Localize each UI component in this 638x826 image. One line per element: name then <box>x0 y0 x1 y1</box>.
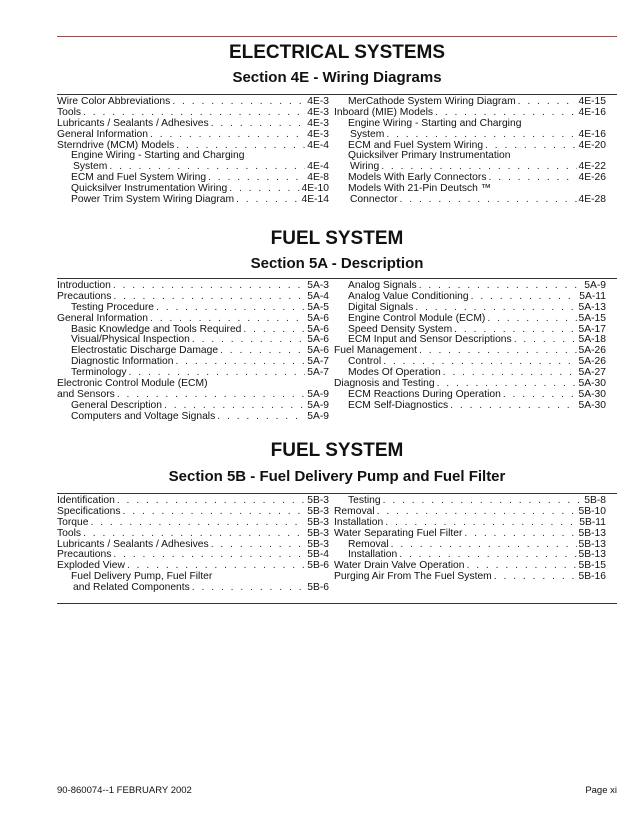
toc-entry-title: Electronic Control Module (ECM) <box>57 378 208 389</box>
toc-entry-title: Lubricants / Sealants / Adhesives <box>57 117 209 129</box>
toc-entry-title: General Information <box>57 312 149 324</box>
toc-entry-page: 4E-3 <box>307 128 329 140</box>
toc-entry-title: Basic Knowledge and Tools Required <box>71 323 242 335</box>
toc-entry-title: Fuel Delivery Pump, Fuel Filter <box>71 571 213 583</box>
toc-entry-page: 5B-10 <box>578 505 606 517</box>
toc-entry-page: 5B-8 <box>584 494 606 506</box>
dot-leader <box>383 496 583 507</box>
section-5a-rule <box>57 278 617 279</box>
toc-entry-page: 5B-15 <box>578 560 606 572</box>
dot-leader <box>377 507 577 518</box>
toc-entry-title: Terminology <box>71 367 127 379</box>
toc-entry-page: 4E-22 <box>578 161 606 173</box>
section-4e-left-column <box>57 97 329 206</box>
toc-entry-title: Quicksilver Primary Instrumentation <box>348 150 511 162</box>
toc-entry-page: 5B-4 <box>307 549 329 561</box>
toc-entry <box>334 401 606 412</box>
toc-entry-title: Connector <box>350 194 398 205</box>
dot-leader <box>113 550 305 561</box>
section-4e-subtitle: Section 4E - Wiring Diagrams <box>232 69 442 86</box>
toc-entry-title: ECM and Fuel System Wiring <box>348 139 484 151</box>
toc-entry-title: Sterndrive (MCM) Models <box>57 139 175 151</box>
toc-entry-page: 5B-13 <box>578 527 606 539</box>
toc-entry-page: 4E-8 <box>307 172 329 184</box>
toc-entry-page: 5A-13 <box>578 301 606 313</box>
section-5b-rule <box>57 493 617 494</box>
footer-page-number: Page xi <box>585 785 617 796</box>
toc-entry-page: 5A-6 <box>307 334 329 346</box>
section-5b-bottom-rule <box>57 603 617 604</box>
toc-entry-title: Removal <box>334 505 375 517</box>
toc-entry-page: 5A-9 <box>307 388 329 400</box>
toc-entry-page: 5A-30 <box>578 388 606 400</box>
toc-entry-title: ECM Reactions During Operation <box>348 388 501 400</box>
toc-entry <box>334 529 606 540</box>
toc-entry-title: Fuel Management <box>334 345 417 357</box>
toc-entry-title: Testing <box>348 494 381 506</box>
toc-entry-title: Water Drain Valve Operation <box>334 560 465 572</box>
toc-entry <box>57 195 329 206</box>
toc-entry-title: Precautions <box>57 549 112 561</box>
toc-entry-title: Digital Signals <box>348 301 414 313</box>
dot-leader <box>503 390 577 401</box>
toc-entry-page: 5B-3 <box>307 527 329 539</box>
toc-entry <box>57 529 329 540</box>
toc-entry-title: Inboard (MIE) Models <box>334 106 434 118</box>
toc-entry-title: Exploded View <box>57 560 125 572</box>
section-4e-right-column <box>334 97 606 206</box>
toc-entry-title: and Related Components <box>73 582 190 594</box>
toc-entry-page: 4E-3 <box>307 117 329 129</box>
toc-entry <box>334 314 606 325</box>
toc-entry-page: 5B-11 <box>579 516 606 528</box>
toc-entry <box>57 97 329 108</box>
toc-entry-page: 4E-4 <box>307 161 329 173</box>
toc-entry-page: 5A-6 <box>307 312 329 324</box>
top-rule <box>57 36 617 37</box>
toc-entry-page: 5A-6 <box>307 323 329 335</box>
toc-entry-page: 5A-3 <box>307 279 329 291</box>
dot-leader <box>471 292 578 303</box>
toc-entry-title: ECM Input and Sensor Descriptions <box>348 334 512 346</box>
dot-leader <box>489 173 577 184</box>
toc-entry-page: 5B-3 <box>307 505 329 517</box>
section-5a-title: FUEL SYSTEM <box>270 228 404 249</box>
toc-entry-title: MerCathode System Wiring Diagram <box>348 95 516 107</box>
toc-entry-title: Engine Wiring - Starting and Charging <box>71 150 245 162</box>
toc-entry-title: ECM and Fuel System Wiring <box>71 172 207 184</box>
dot-leader <box>494 572 577 583</box>
dot-leader <box>391 540 577 551</box>
dot-leader <box>386 130 576 141</box>
toc-entry-title: Wire Color Abbreviations <box>57 95 171 107</box>
dot-leader <box>236 195 299 206</box>
toc-entry <box>57 583 329 594</box>
toc-entry <box>57 412 329 423</box>
toc-entry-page: 5B-3 <box>307 516 329 528</box>
toc-entry-page: 4E-3 <box>307 106 329 118</box>
toc-entry-page: 5A-9 <box>307 399 329 411</box>
toc-entry-page: 5B-3 <box>307 494 329 506</box>
toc-entry-title: Electrostatic Discharge Damage <box>71 345 219 357</box>
toc-entry-page: 5A-27 <box>578 367 606 379</box>
toc-entry-title: General Description <box>71 399 162 411</box>
toc-entry-title: Precautions <box>57 290 112 302</box>
toc-entry-page: 4E-3 <box>307 95 329 107</box>
toc-entry <box>57 130 329 141</box>
toc-entry-page: 5B-13 <box>578 538 606 550</box>
toc-entry <box>334 496 606 507</box>
toc-entry-title: Removal <box>348 538 389 550</box>
toc-entry-title: System <box>73 161 108 173</box>
toc-entry-title: Water Separating Fuel Filter <box>334 527 463 539</box>
dot-leader <box>243 325 305 336</box>
toc-entry-title: Speed Density System <box>348 323 453 335</box>
toc-entry-page: 4E-14 <box>301 194 329 205</box>
toc-entry-page: 5A-7 <box>307 356 329 368</box>
toc-entry-page: 5A-15 <box>578 312 606 324</box>
dot-leader <box>117 496 305 507</box>
dot-leader <box>419 346 577 357</box>
toc-entry-page: 4E-16 <box>578 128 606 140</box>
dot-leader <box>211 119 306 130</box>
toc-entry <box>57 314 329 325</box>
toc-entry-page: 5A-5 <box>307 301 329 313</box>
toc-entry-page: 5B-3 <box>307 538 329 550</box>
toc-entry-title: Diagnostic Information <box>71 356 174 368</box>
toc-entry-title: Identification <box>57 494 115 506</box>
toc-entry <box>334 195 606 206</box>
toc-entry-title: Models With 21-Pin Deutsch ™ <box>348 183 492 195</box>
toc-entry <box>334 130 606 141</box>
section-4e-rule <box>57 94 617 95</box>
toc-entry-page: 4E-16 <box>578 106 606 118</box>
toc-entry-title: Diagnosis and Testing <box>334 378 435 389</box>
section-5a-right-column <box>334 281 606 412</box>
toc-entry-title: Analog Signals <box>348 279 417 291</box>
toc-entry-page: 5A-26 <box>578 345 606 357</box>
section-5b-subtitle: Section 5B - Fuel Delivery Pump and Fuel Filter <box>168 468 506 485</box>
toc-entry-title: Engine Wiring - Starting and Charging <box>348 117 522 129</box>
toc-entry <box>334 572 606 583</box>
toc-entry-title: Wiring <box>350 161 380 173</box>
toc-entry-page: 5B-16 <box>578 571 606 583</box>
toc-entry-page: 4E-15 <box>578 95 606 107</box>
toc-entry-page: 4E-10 <box>301 183 329 195</box>
toc-entry-page: 4E-28 <box>578 194 606 205</box>
footer-doc-info: 90-860074--1 FEBRUARY 2002 <box>57 785 192 796</box>
dot-leader <box>217 412 305 423</box>
toc-entry-title: Tools <box>57 527 82 539</box>
dot-leader <box>211 540 306 551</box>
dot-leader <box>514 335 577 346</box>
toc-entry-title: Lubricants / Sealants / Adhesives <box>57 538 209 550</box>
section-5a-left-column <box>57 281 329 423</box>
toc-entry-title: Analog Value Conditioning <box>348 290 469 302</box>
toc-entry-page: 5A-17 <box>578 323 606 335</box>
toc-entry-title: Testing Procedure <box>71 301 154 313</box>
toc-entry-page: 5B-6 <box>307 582 329 594</box>
toc-entry-page: 5A-6 <box>307 345 329 357</box>
toc-entry-title: ECM Self-Diagnostics <box>348 399 449 411</box>
dot-leader <box>175 357 305 368</box>
section-5b-right-column <box>334 496 606 583</box>
toc-entry-page: 5A-18 <box>578 334 606 346</box>
toc-entry <box>57 518 329 529</box>
toc-entry-title: Torque <box>57 516 89 528</box>
toc-entry-title: Purging Air From The Fuel System <box>334 571 492 583</box>
dot-leader <box>220 346 305 357</box>
toc-entry-title: General Information <box>57 128 149 140</box>
toc-entry-title: Tools <box>57 106 82 118</box>
toc-entry-title: Modes Of Operation <box>348 367 441 379</box>
dot-leader <box>229 184 299 195</box>
toc-entry-title: System <box>350 128 385 140</box>
toc-entry-title: Specifications <box>57 505 121 517</box>
toc-entry-title: Quicksilver Instrumentation Wiring <box>71 183 228 195</box>
toc-entry-title: Installation <box>334 516 384 528</box>
dot-leader <box>192 583 305 594</box>
toc-entry-page: 5A-30 <box>578 399 606 411</box>
dot-leader <box>487 314 576 325</box>
toc-entry-title: Engine Control Module (ECM) <box>348 312 486 324</box>
toc-entry-page: 4E-26 <box>578 172 606 184</box>
dot-leader <box>113 281 305 292</box>
section-5b-left-column <box>57 496 329 594</box>
dot-leader <box>90 518 305 529</box>
dot-leader <box>172 97 305 108</box>
toc-entry-page: 4E-20 <box>578 139 606 151</box>
toc-entry-title: Models With Early Connectors <box>348 172 487 184</box>
toc-entry-title: Visual/Physical Inspection <box>71 334 190 346</box>
toc-entry-page: 5B-13 <box>578 549 606 561</box>
toc-entry-page: 5A-4 <box>307 290 329 302</box>
dot-leader <box>123 507 306 518</box>
dot-leader <box>400 195 577 206</box>
dot-leader <box>443 368 577 379</box>
toc-entry-title: Computers and Voltage Signals <box>71 410 216 422</box>
section-4e-title: ELECTRICAL SYSTEMS <box>228 42 446 63</box>
dot-leader <box>150 130 305 141</box>
dot-leader <box>156 303 305 314</box>
toc-entry-title: Installation <box>348 549 398 561</box>
toc-entry-page: 5A-9 <box>584 279 606 291</box>
section-5a-subtitle: Section 5A - Description <box>250 255 424 272</box>
toc-entry-page: 4E-4 <box>307 139 329 151</box>
toc-entry-page: 5A-11 <box>579 290 606 302</box>
section-5b-title: FUEL SYSTEM <box>270 440 404 461</box>
dot-leader <box>464 529 576 540</box>
toc-entry-page: 5A-26 <box>578 356 606 368</box>
toc-entry-page: 5A-30 <box>578 378 606 389</box>
dot-leader <box>150 314 305 325</box>
toc-entry-page: 5A-9 <box>307 410 329 422</box>
dot-leader <box>450 401 576 412</box>
dot-leader <box>83 529 305 540</box>
toc-entry-page: 5A-7 <box>307 367 329 379</box>
toc-entry-title: Control <box>348 356 382 368</box>
toc-entry <box>57 507 329 518</box>
toc-entry-page: 5B-6 <box>307 560 329 572</box>
dot-leader <box>518 97 577 108</box>
toc-entry-title: Power Trim System Wiring Diagram <box>71 194 235 205</box>
toc-entry-title: Introduction <box>57 279 111 291</box>
toc-entry-title: and Sensors <box>57 388 115 400</box>
